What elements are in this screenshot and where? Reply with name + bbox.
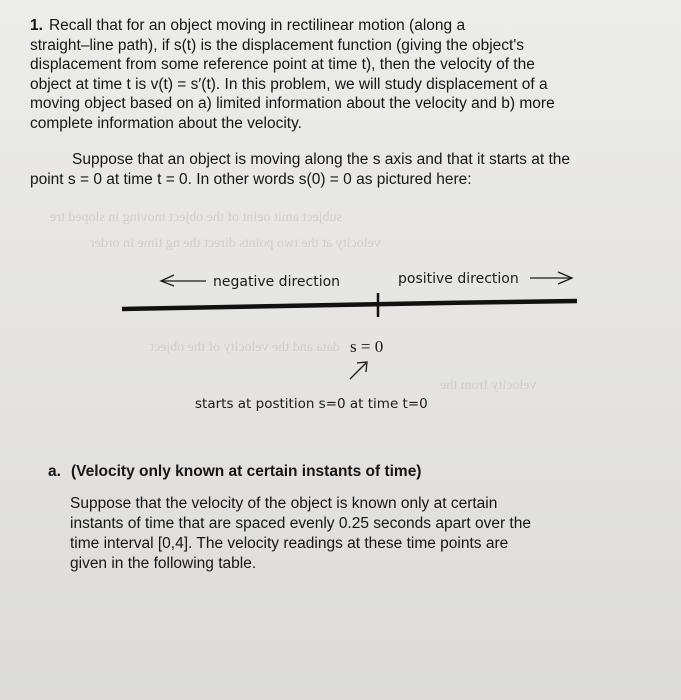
part-a-body <box>48 494 648 574</box>
part-a-line: given in the following table. <box>70 555 257 572</box>
intro-line: straight–line path), if s(t) is the displacement function (giving the object's <box>30 36 525 54</box>
negative-direction-label: negative direction <box>213 274 341 290</box>
diagram-caption: starts at postition s=0 at time t=0 <box>195 396 428 412</box>
part-a <box>48 462 648 574</box>
positive-direction-label: positive direction <box>398 271 519 287</box>
setup-line: Suppose that an object is moving along the s axis and that it starts at the <box>72 151 571 168</box>
part-a-line: instants of time that are spaced evenly 0.25 seconds apart over the <box>70 515 531 532</box>
bleed-through-text: subject amit oeint of the object moving in sloped tre <box>50 210 342 225</box>
intro-line: moving object based on a) limited information about the velocity and b) more <box>30 95 555 113</box>
pointer-arrow-icon <box>350 362 367 379</box>
bleed-through-text: velocity from the <box>440 378 537 393</box>
part-a-letter: a. <box>48 463 61 480</box>
part-a-line: time interval [0,4]. The velocity readings at these time points are <box>70 535 509 552</box>
right-arrow-icon <box>530 272 572 284</box>
origin-label: s = 0 <box>350 337 384 356</box>
problem-setup <box>30 150 655 190</box>
intro-line: displacement from some reference point at time t), then the velocity of the <box>30 56 535 74</box>
bleed-through-text: velocity at the two points direct the ng time in order <box>90 236 381 251</box>
problem-number: 1. <box>30 17 43 34</box>
part-a-line: Suppose that the velocity of the object is known only at certain <box>70 495 498 512</box>
part-a-heading: a. (Velocity only known at certain instants of time) <box>48 463 422 480</box>
bleed-through-text: data and the velocity of the object <box>150 340 340 355</box>
intro-line: 1. Recall that for an object moving in rectilinear motion (along a <box>30 17 466 34</box>
problem-intro <box>30 16 650 134</box>
setup-line: point s = 0 at time t = 0. In other words s(0) = 0 as pictured here: <box>30 171 472 188</box>
number-line-diagram <box>0 255 681 425</box>
intro-line: complete information about the velocity. <box>30 114 302 132</box>
left-arrow-icon <box>161 275 206 286</box>
s-axis-line <box>122 301 577 309</box>
intro-line: object at time t is v(t) = s′(t). In this problem, we will study displacement of a <box>30 75 548 93</box>
